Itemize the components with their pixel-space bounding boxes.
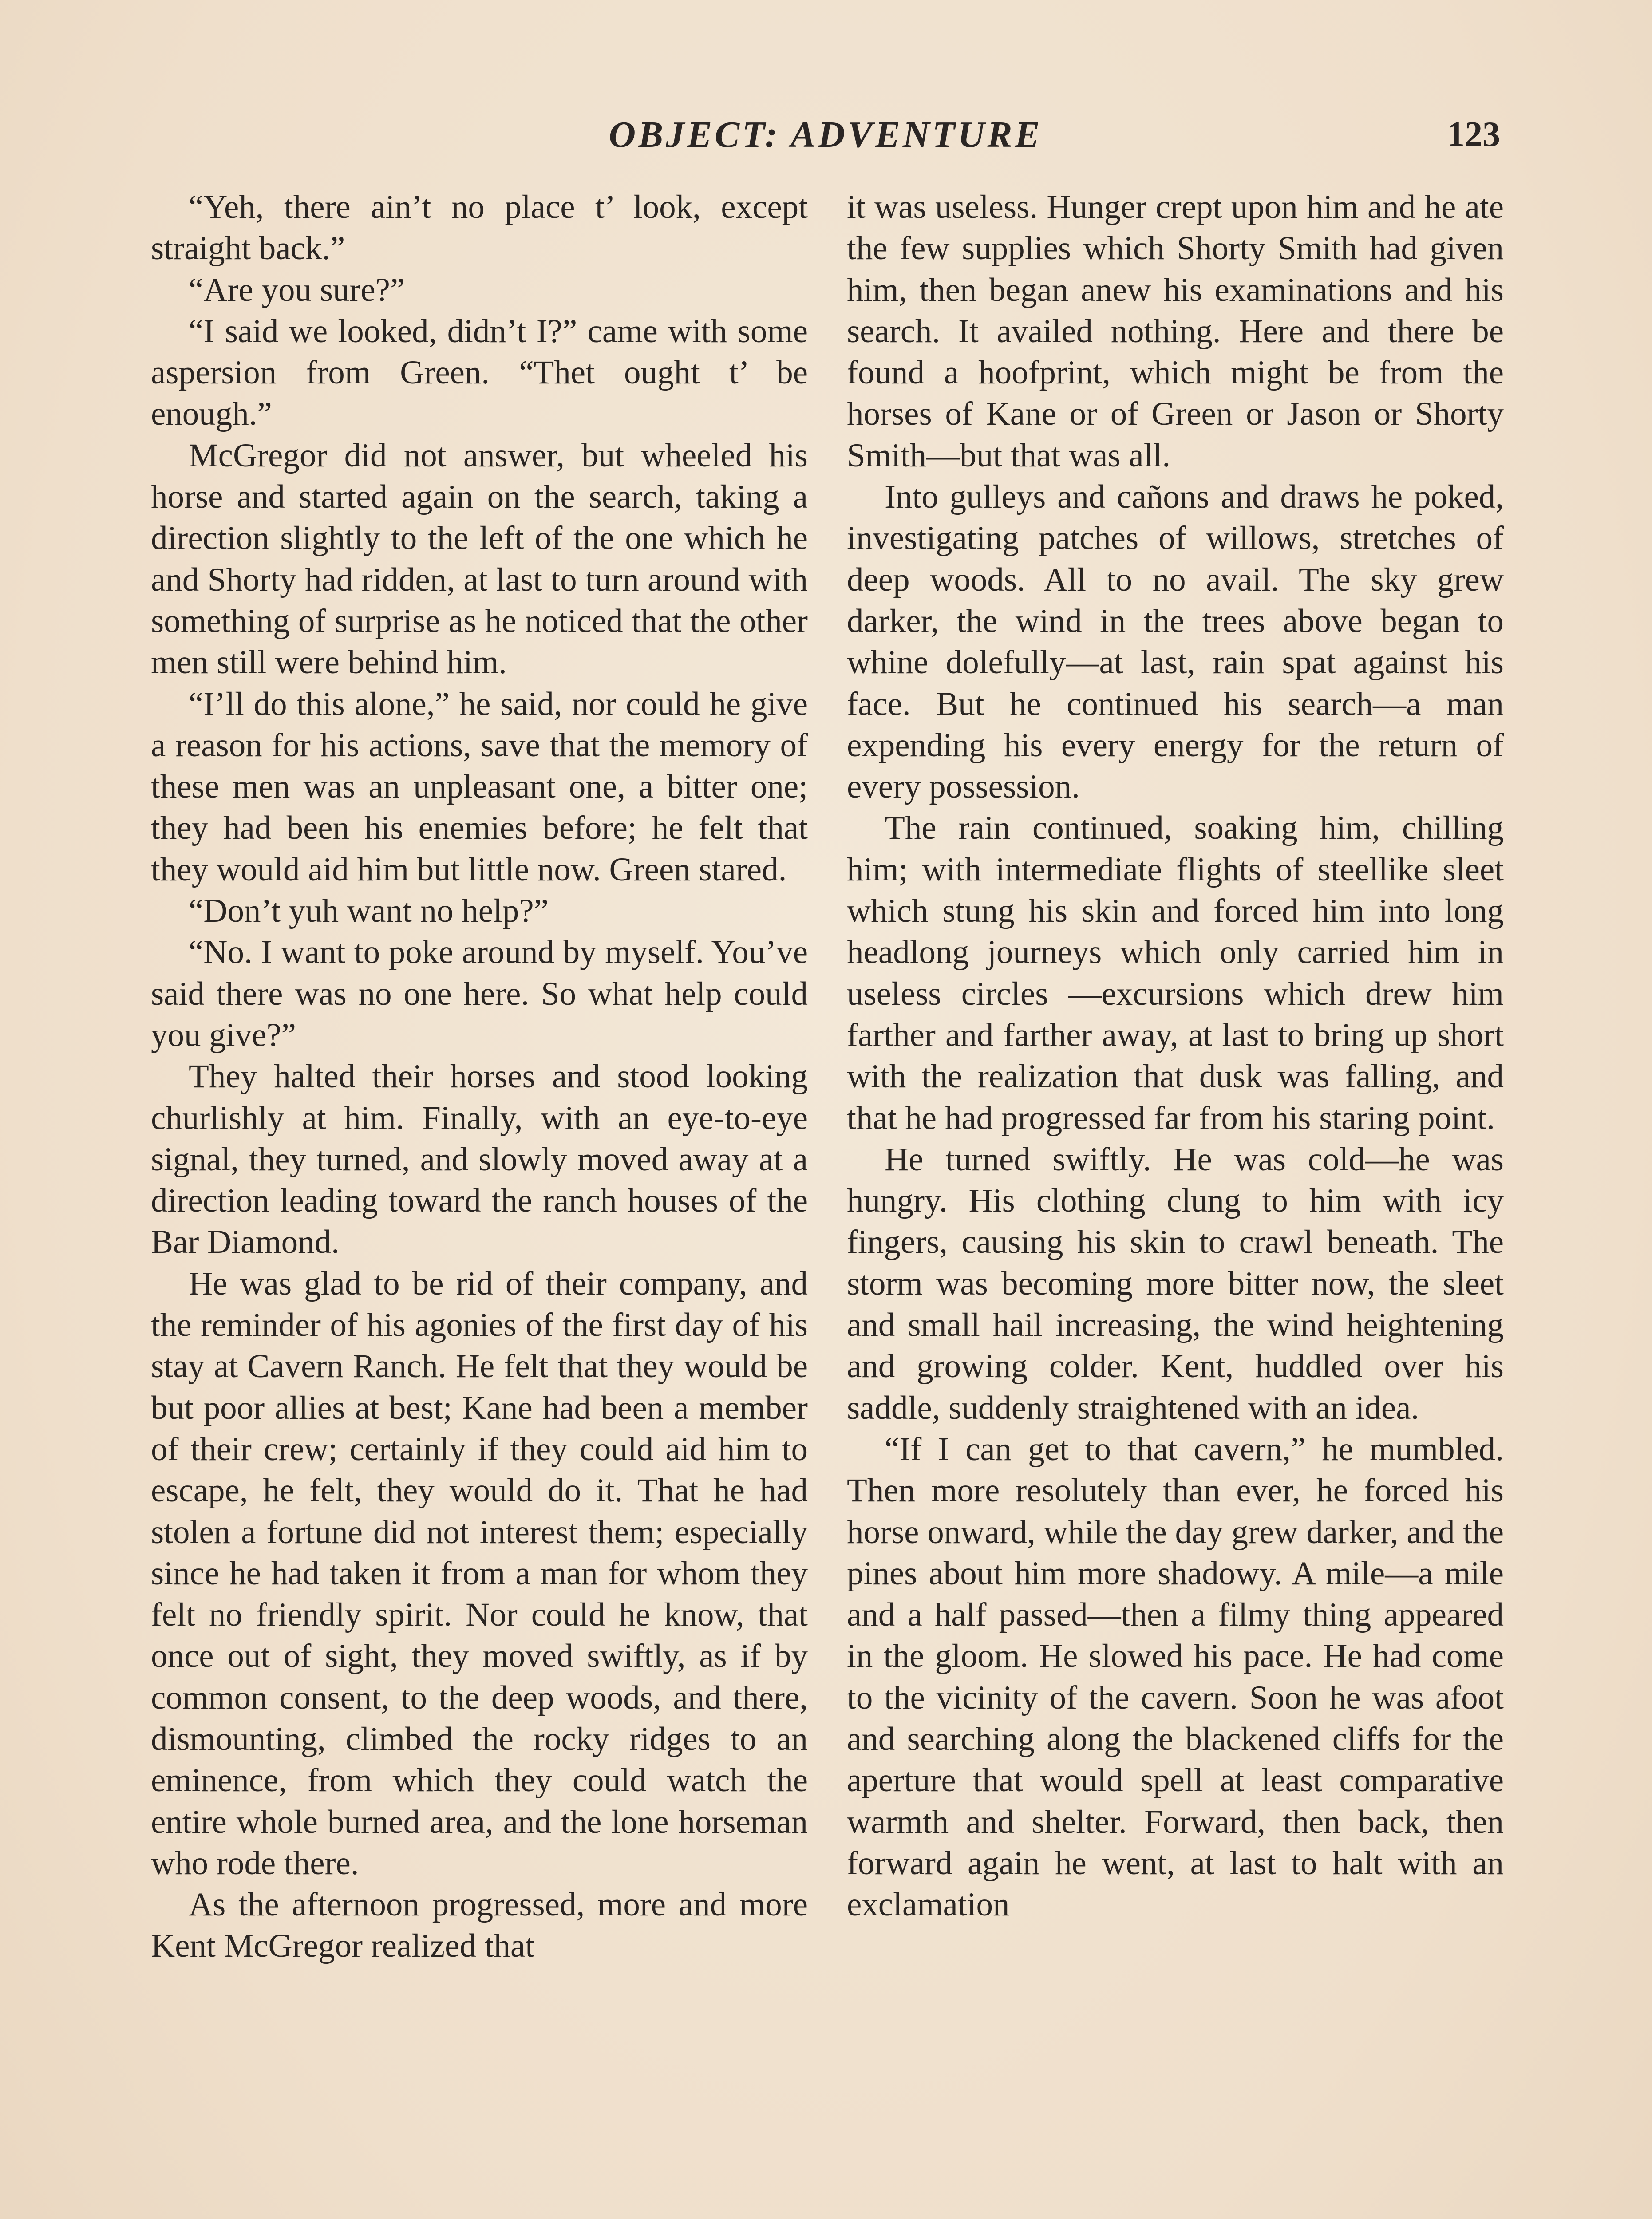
paragraph: “I said we looked, didn’t I?” came with some aspersion from Green. “Thet ought t’ be enough.” [151,312,808,433]
running-title: OBJECT: ADVENTURE [609,114,1043,155]
paragraph: “No. I want to poke around by myself. You’ve said there was no one here. So what help could you give?” [151,934,808,1054]
paragraph: Into gulleys and cañons and draws he poked, investigating patches of willows, stretches of deep woods. All to no avail. The sky grew darker, the wind in the trees above began to whine dolefully—at last, rain spat against his face. But he continued his search—a man expending his every energy for the return of every possession. [847,478,1504,805]
paragraph: “Don’t yuh want no help?” [189,892,549,930]
paragraph: “If I can get to that cavern,” he mumbled. Then more resolutely than ever, he forced his horse onward, while the day grew darker, and the pines about him more shadowy. A mile—a mile and a half passed—then a filmy thing appeared in the gloom. He slowed his pace. He had come to the vicinity of the cavern. Soon he was afoot and searching along the blackened cliffs for the aperture that would spell at least comparative warmth and shelter. Forward, then back, then forward again he went, at last to halt with an exclamation [847,1430,1504,1923]
paragraph-continued: it was useless. Hunger crept upon him and he ate the few supplies which Shorty Smith had given him, then began anew his examinations and his search. It availed nothing. Here and there be found a hoofprint, which might be from the horses of Kane or of Green or Jason or Shorty Smith—but that was all. [847,189,1504,474]
paragraph: As the afternoon progressed, more and more Kent McGregor realized that [151,1886,808,1965]
paragraph: “Yeh, there ain’t no place t’ look, except straight back.” [151,189,808,267]
paragraph: “I’ll do this alone,” he said, nor could he give a reason for his actions, save that the memory of these men was an unpleasant one, a bitter one; they had been his enemies before; he felt that they would aid him but little now. Green stared. [151,685,808,888]
left-text-column [151,186,808,1967]
paragraph: They halted their horses and stood looking churlishly at him. Finally, with an eye-to-eye signal, they turned, and slowly moved away at a direction leading toward the ranch houses of the Bar Diamond. [151,1058,808,1261]
paragraph: He was glad to be rid of their company, and the reminder of his agonies of the first day of his stay at Cavern Ranch. He felt that they would be but poor allies at best; Kane had been a member of their crew; certainly if they could aid him to escape, he felt, they would do it. That he had stolen a fortune did not interest them; especially since he had taken it from a man for whom they felt no friendly spirit. Nor could he know, that once out of sight, they moved swiftly, as if by common consent, to the deep woods, and there, dismounting, climbed the rocky ridges to an eminence, from which they could watch the entire whole burned area, and the lone horseman who rode there. [151,1265,808,1882]
right-text-column [847,186,1504,1925]
paragraph: McGregor did not answer, but wheeled his horse and started again on the search, taking a direction slightly to the left of the one which he and Shorty had ridden, at last to turn around with something of surprise as he noticed that the other men still were behind him. [151,437,808,681]
page-number: 123 [1447,115,1500,154]
paragraph: The rain continued, soaking him, chilling him; with intermediate flights of steellike sleet which stung his skin and forced him into long headlong journeys which only carried him in useless circles —excursions which drew him farther and farther away, at last to bring up short with the realization that dusk was falling, and that he had progressed far from his staring point. [847,809,1504,1137]
paragraph: He turned swiftly. He was cold—he was hungry. His clothing clung to him with icy fingers, causing his skin to crawl beneath. The storm was becoming more bitter now, the sleet and small hail increasing, the wind heightening and growing colder. Kent, huddled over his saddle, suddenly straightened with an idea. [847,1141,1504,1426]
paragraph: “Are you sure?” [189,271,405,308]
